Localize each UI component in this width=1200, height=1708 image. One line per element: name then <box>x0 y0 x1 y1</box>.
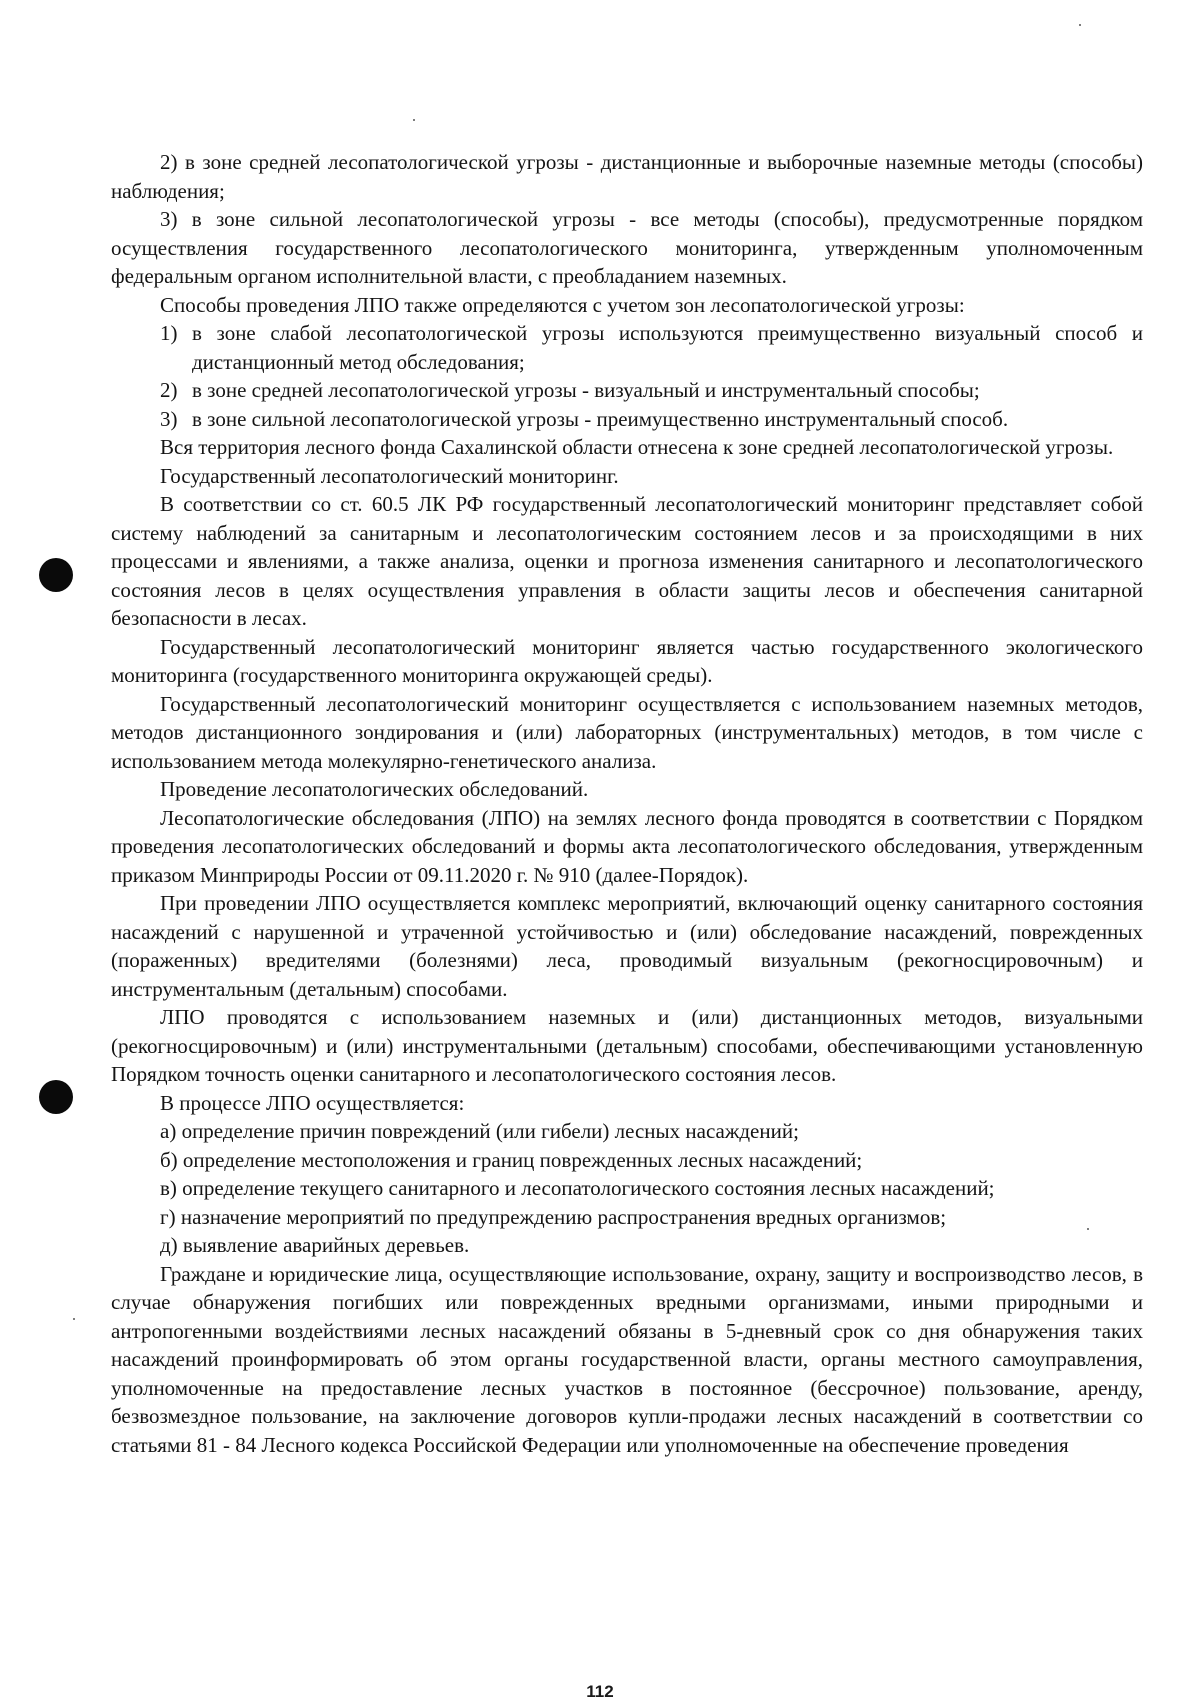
paragraph: Вся территория лесного фонда Сахалинской области отнесена к зоне средней лесопатологической угрозы. <box>160 435 1114 459</box>
scan-speck <box>73 1318 75 1320</box>
lettered-list-item: а) определение причин повреждений (или гибели) лесных насаждений; <box>160 1119 799 1143</box>
paragraph: Граждане и юридические лица, осуществляющие использование, охрану, защиту и воспроизводство лесов, в случае обнаружения погибших или поврежденных вредными организмами, иными природными и антропогенными воздействиями лесных насаждений обязаны в 5-дневный срок со дня обнаружения таких насаждений проинформировать об этом органы государственной власти, органы местного самоуправления, уполномоченные на предоставление лесных участков в постоянное (бессрочное) пользование, аренду, безвозмездное пользование, на заключение договоров купли-продажи лесных насаждений в соответствии со статьями 81 - 84 Лесного кодекса Российской Федерации или уполномоченные на обеспечение проведения <box>111 1261 1143 1457</box>
page-number: 112 <box>586 1682 614 1701</box>
numbered-list-item <box>160 376 1143 405</box>
section-heading: Проведение лесопатологических обследований. <box>160 777 589 801</box>
paragraph: Способы проведения ЛПО также определяются с учетом зон лесопатологической угрозы: <box>160 292 965 317</box>
paragraph: ЛПО проводятся с использованием наземных и (или) дистанционных методов, визуальными (рекогносцировочным) и (или) инструментальными (детальным) способами, обеспечивающими установленную Порядком точность оценки санитарного и лесопатологического состояния лесов. <box>111 1005 1143 1086</box>
paragraph: В процессе ЛПО осуществляется: <box>160 1090 465 1115</box>
scan-speck <box>413 119 415 121</box>
lettered-list-item: д) выявление аварийных деревьев. <box>160 1233 470 1257</box>
list-item-number: 3) <box>160 406 178 431</box>
punch-hole-top <box>39 558 73 592</box>
paragraph: Лесопатологические обследования (ЛПО) на землях лесного фонда проводятся в соответствии с Порядком проведения лесопатологических обследований и формы акта лесопатологического обследования, утвержденным приказом Минприроды России от 09.11.2020 г. № 910 (далее-Порядок). <box>111 805 1143 887</box>
paragraph: Государственный лесопатологический мониторинг осуществляется с использованием наземных методов, методов дистанционного зондирования и (или) лабораторных (инструментальных) методов, в том числе с использованием метода молекулярно-генетического анализа. <box>111 691 1143 773</box>
paragraph: 2) в зоне средней лесопатологической угрозы - дистанционные и выборочные наземные методы (способы) наблюдения; <box>111 150 1143 203</box>
body-text <box>111 148 1143 1459</box>
punch-hole-bottom <box>39 1080 73 1114</box>
lettered-list-item: в) определение текущего санитарного и лесопатологического состояния лесных насаждений; <box>160 1176 995 1200</box>
list-item-text: в зоне слабой лесопатологической угрозы используются преимущественно визуальный способ и дистанционный метод обследования; <box>192 321 1143 374</box>
list-item-text: в зоне сильной лесопатологической угрозы - преимущественно инструментальный способ. <box>192 406 1009 431</box>
lettered-list-item: б) определение местоположения и границ поврежденных лесных насаждений; <box>160 1147 863 1172</box>
numbered-list-item <box>160 405 1143 434</box>
paragraph: При проведении ЛПО осуществляется комплекс мероприятий, включающий оценку санитарного состояния насаждений с нарушенной и утраченной устойчивостью и (или) обследование насаждений, поврежденных (пораженных) вредителями (болезнями) леса, проводимый визуальным (рекогносцировочным) и инструментальным (детальным) способами. <box>111 891 1143 1001</box>
numbered-list-item <box>160 319 1143 376</box>
paragraph: Государственный лесопатологический мониторинг является частью государственного экологического мониторинга (государственного мониторинга окружающей среды). <box>111 634 1143 687</box>
paragraph: В соответствии со ст. 60.5 ЛК РФ государственный лесопатологический мониторинг представляет собой систему наблюдений за санитарным и лесопатологическим состоянием лесов и за происходящими в них процессами и явлениями, а также анализа, оценки и прогноза изменения санитарного и лесопатологического состояния лесов в целях осуществления управления в области защиты лесов и обеспечения санитарной безопасности в лесах. <box>111 492 1143 630</box>
section-heading: Государственный лесопатологический мониторинг. <box>160 463 619 488</box>
scan-speck <box>1079 24 1081 26</box>
lettered-list-item: г) назначение мероприятий по предупреждению распространения вредных организмов; <box>160 1204 947 1229</box>
list-item-number: 1) <box>160 321 178 345</box>
list-item-text: в зоне средней лесопатологической угрозы - визуальный и инструментальный способы; <box>192 378 980 402</box>
paragraph: 3) в зоне сильной лесопатологической угрозы - все методы (способы), предусмотренные порядком осуществления государственного лесопатологического мониторинга, утвержденным уполномоченным федеральным органом исполнительной власти, с преобладанием наземных. <box>111 207 1143 288</box>
list-item-number: 2) <box>160 378 178 402</box>
